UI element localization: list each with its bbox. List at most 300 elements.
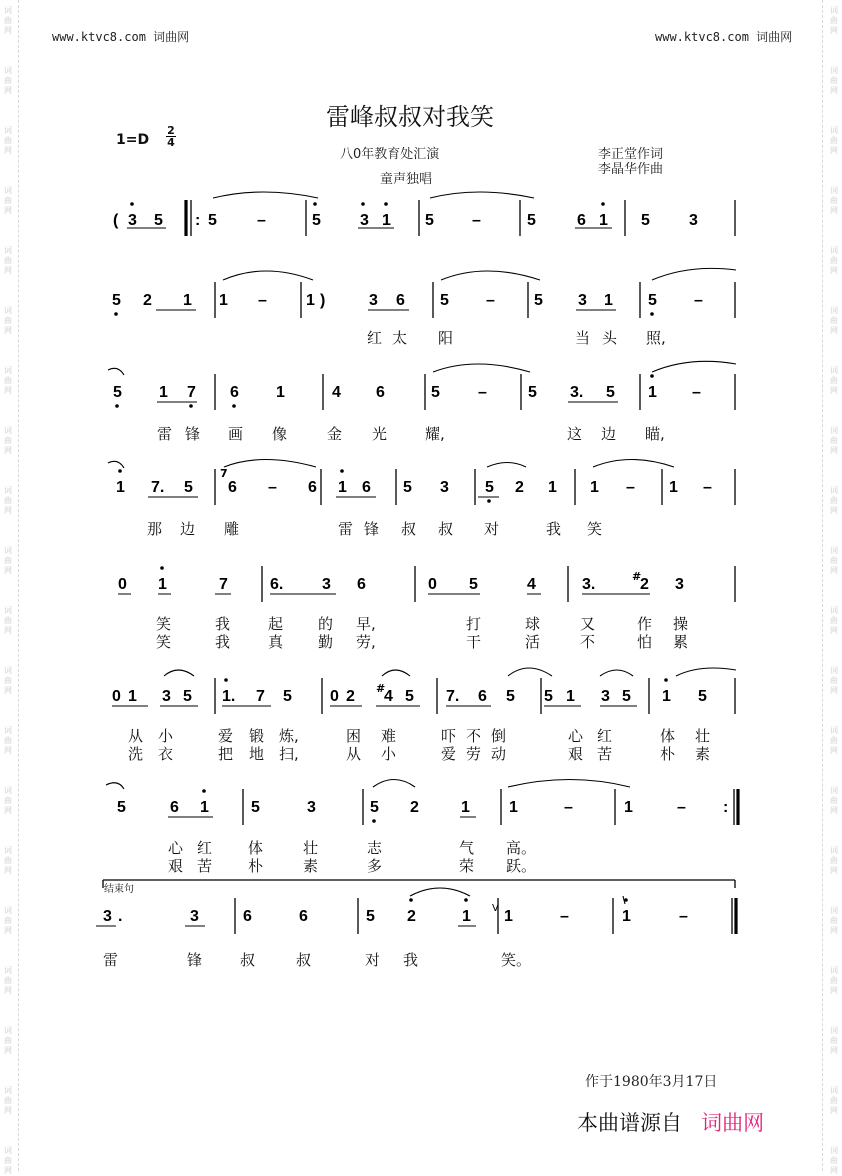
svg-text:–: –: [694, 292, 703, 309]
svg-text:3: 3: [103, 908, 112, 925]
lyric: 体: [660, 727, 676, 745]
svg-text:3: 3: [440, 479, 449, 496]
watermark-tile: 词曲网: [830, 666, 838, 695]
svg-text:1: 1: [599, 212, 608, 229]
row4-dots: [118, 469, 491, 503]
lyric: 早,: [356, 615, 376, 633]
svg-text:7: 7: [187, 384, 196, 401]
header-url-left[interactable]: www.ktvc8.com: [52, 30, 146, 44]
lyric: 小: [158, 727, 174, 745]
row1-dots: [130, 202, 605, 206]
footer-source-text: 本曲谱源自: [577, 1111, 682, 1135]
lyric: 叔: [240, 951, 256, 969]
watermark-tile: 词曲网: [4, 186, 12, 215]
svg-text:3.: 3.: [570, 384, 584, 401]
lyric: 洗: [128, 745, 144, 763]
lyric: 地: [249, 745, 265, 763]
svg-text:V: V: [492, 903, 499, 914]
svg-text:3: 3: [128, 212, 137, 229]
svg-text:1: 1: [128, 688, 137, 705]
svg-text:5: 5: [506, 688, 515, 705]
watermark-tile: 词曲网: [830, 66, 838, 95]
watermark-tile: 词曲网: [830, 486, 838, 515]
watermark-tile: 词曲网: [4, 486, 12, 515]
svg-text:3.: 3.: [582, 576, 596, 593]
row4-notes: [116, 467, 712, 496]
svg-text:–: –: [692, 384, 701, 401]
svg-text:3: 3: [578, 292, 587, 309]
lyric: 体: [248, 839, 264, 857]
svg-text:5: 5: [648, 292, 657, 309]
lyric: 累: [673, 633, 689, 651]
lyric: 金: [327, 425, 343, 443]
lyric: 素: [695, 745, 711, 763]
lyric: 笑: [587, 520, 603, 538]
lyric: 心: [168, 839, 184, 857]
lyric: 朴: [660, 745, 676, 763]
time-denominator: 4: [167, 136, 175, 149]
row5-notes: [118, 570, 684, 593]
svg-text:5: 5: [544, 688, 553, 705]
lyrics-row5b: [156, 633, 688, 651]
lyric: 不: [580, 633, 596, 651]
svg-text:5: 5: [183, 688, 192, 705]
vocal-note: 童声独唱: [380, 172, 433, 187]
svg-text:#: #: [376, 682, 386, 695]
svg-text:5: 5: [534, 292, 543, 309]
svg-text:5: 5: [606, 384, 615, 401]
lyrics-row7b: [168, 857, 536, 875]
lyrics-row2: [367, 329, 666, 347]
watermark-tile: 词曲网: [830, 6, 838, 35]
svg-text:1: 1: [461, 799, 470, 816]
lyric: 边: [180, 520, 196, 538]
lyric: 红: [597, 727, 613, 745]
lyric: 红: [367, 329, 383, 347]
lyric: 叔: [438, 520, 454, 538]
watermark-tile: 词曲网: [4, 906, 12, 935]
lyric: 锋: [187, 951, 203, 969]
svg-text:1.: 1.: [222, 688, 236, 705]
lyric: 从: [128, 727, 144, 745]
svg-text:5: 5: [370, 799, 379, 816]
svg-text:–: –: [560, 908, 569, 925]
svg-text:7.: 7.: [151, 479, 165, 496]
row1-notes: [113, 212, 698, 229]
lyric: 我: [546, 520, 562, 538]
svg-text:5: 5: [440, 292, 449, 309]
footer-brand-link[interactable]: 词曲网: [701, 1111, 765, 1135]
watermark-tile: 词曲网: [830, 906, 838, 935]
lyric: 心: [568, 727, 584, 745]
lyric: 作: [637, 615, 653, 633]
lyric: 雷: [157, 425, 173, 443]
watermark-tile: 词曲网: [830, 546, 838, 575]
svg-text:5: 5: [283, 688, 292, 705]
watermark-tile: 词曲网: [4, 246, 12, 275]
svg-text:5: 5: [117, 799, 126, 816]
lyric: 素: [303, 857, 319, 875]
lyric: 雕: [224, 520, 240, 538]
svg-text:3: 3: [689, 212, 698, 229]
svg-text:3: 3: [369, 292, 378, 309]
lyric: 衣: [158, 745, 174, 763]
svg-text:1: 1: [604, 292, 613, 309]
svg-text:2: 2: [410, 799, 419, 816]
lyric: 阳: [438, 329, 454, 347]
svg-text:6: 6: [170, 799, 179, 816]
svg-text:3: 3: [360, 212, 369, 229]
watermark-tile: 词曲网: [4, 966, 12, 995]
lyric: 的: [318, 615, 334, 633]
lyrics-row8: [103, 951, 531, 969]
watermark-tile: 词曲网: [4, 306, 12, 335]
lyrics-row4: [147, 520, 602, 538]
svg-text:1: 1: [624, 799, 633, 816]
svg-text:–: –: [478, 384, 487, 401]
watermark-tile: 词曲网: [830, 126, 838, 155]
watermark-tile: 词曲网: [830, 186, 838, 215]
svg-text:1: 1: [159, 384, 168, 401]
svg-text:5: 5: [112, 292, 121, 309]
svg-text:6: 6: [478, 688, 487, 705]
svg-text:1: 1: [509, 799, 518, 816]
lyric: 锋: [185, 425, 201, 443]
lyric: 当: [575, 329, 591, 347]
svg-text:5: 5: [527, 212, 536, 229]
lyric: 又: [580, 615, 596, 633]
lyric: 把: [218, 745, 234, 763]
svg-text:0: 0: [118, 576, 127, 593]
watermark-tile: 词曲网: [4, 1146, 12, 1175]
lyric: 倒: [491, 727, 507, 745]
lyric: 那: [147, 520, 163, 538]
watermark-tile: 词曲网: [4, 846, 12, 875]
svg-text:7.: 7.: [446, 688, 460, 705]
lyric: 我: [215, 633, 231, 651]
watermark-tile: 词曲网: [4, 366, 12, 395]
watermark-tile: 词曲网: [4, 6, 12, 35]
svg-text:1: 1: [200, 799, 209, 816]
svg-text:): ): [320, 292, 326, 309]
lyric: 我: [215, 615, 231, 633]
svg-text:1: 1: [648, 384, 657, 401]
svg-text:–: –: [703, 479, 712, 496]
key-signature: 1=D: [116, 132, 150, 148]
watermark-tile: 词曲网: [830, 306, 838, 335]
svg-text:6: 6: [228, 479, 237, 496]
svg-text:4: 4: [332, 384, 341, 401]
svg-text:6: 6: [376, 384, 385, 401]
lyric: 我: [403, 951, 419, 969]
svg-text:5: 5: [641, 212, 650, 229]
svg-text:5: 5: [431, 384, 440, 401]
lyric: 球: [525, 615, 541, 633]
lyric: 从: [346, 745, 362, 763]
svg-text:3: 3: [322, 576, 331, 593]
svg-text:6: 6: [299, 908, 308, 925]
svg-text:0: 0: [112, 688, 121, 705]
svg-text:1: 1: [158, 576, 167, 593]
watermark-tile: 词曲网: [4, 126, 12, 155]
svg-text:5: 5: [208, 212, 217, 229]
header-brand-left[interactable]: 词曲网: [153, 30, 190, 44]
watermark-tile: 词曲网: [4, 66, 12, 95]
lyricist-credit: 李正堂作词: [598, 147, 664, 162]
lyric: 干: [466, 633, 482, 651]
lyric: 苦: [197, 857, 213, 875]
svg-text:5: 5: [528, 384, 537, 401]
svg-text:0: 0: [428, 576, 437, 593]
lyric: 太: [392, 329, 408, 347]
song-title: 雷峰叔叔对我笑: [326, 103, 494, 131]
watermark-tile: 词曲网: [830, 1146, 838, 1175]
watermark-tile: 词曲网: [830, 246, 838, 275]
lyric: 荣: [459, 857, 475, 875]
lyric: 动: [491, 745, 507, 763]
lyric: 叔: [401, 520, 417, 538]
svg-text:1: 1: [662, 688, 671, 705]
lyric: 勤: [318, 633, 334, 651]
svg-text:4: 4: [384, 688, 393, 705]
svg-text:–: –: [626, 479, 635, 496]
lyric: 操: [673, 615, 689, 633]
lyric: 雷: [338, 520, 354, 538]
footer-attribution: [577, 1107, 764, 1137]
lyric: 志: [367, 839, 383, 857]
lyrics-row6a: [128, 727, 710, 745]
barlines: [103, 200, 738, 934]
svg-text:#: #: [632, 570, 642, 583]
lyric: 爱: [218, 727, 234, 745]
svg-text:2: 2: [143, 292, 152, 309]
lyric: 壮: [695, 727, 711, 745]
svg-text:5: 5: [366, 908, 375, 925]
lyric: 耀,: [425, 425, 445, 443]
lyric: 劳,: [356, 633, 376, 651]
svg-text:–: –: [486, 292, 495, 309]
watermark-tile: 词曲网: [4, 666, 12, 695]
svg-text:–: –: [677, 799, 686, 816]
row8-dots: [409, 898, 628, 902]
svg-text:1: 1: [566, 688, 575, 705]
watermark-tile: 词曲网: [830, 786, 838, 815]
watermark-tile: 词曲网: [4, 726, 12, 755]
lyric: 对: [484, 520, 500, 538]
svg-text:3: 3: [601, 688, 610, 705]
svg-text:6: 6: [577, 212, 586, 229]
lyric: 画: [228, 425, 244, 443]
svg-text:1: 1: [462, 908, 471, 925]
lyric: 笑: [156, 633, 172, 651]
lyric: 小: [381, 745, 397, 763]
svg-text:5: 5: [622, 688, 631, 705]
header-url-right[interactable]: www.ktvc8.com: [655, 30, 749, 44]
svg-text:7: 7: [219, 576, 228, 593]
lyric: 光: [372, 425, 388, 443]
svg-text:–: –: [268, 479, 277, 496]
svg-text:2: 2: [640, 576, 649, 593]
row7-notes: [117, 799, 728, 816]
lyric: 像: [272, 425, 288, 443]
lyric: 壮: [303, 839, 319, 857]
watermark-tile: 词曲网: [830, 966, 838, 995]
svg-text:.: .: [118, 908, 123, 925]
lyric: 怕: [637, 633, 653, 651]
svg-text::: :: [195, 212, 201, 229]
lyric: 锻: [249, 727, 265, 745]
svg-text:6: 6: [396, 292, 405, 309]
performance-note: 八0年教育处汇演: [340, 147, 440, 162]
svg-text:1: 1: [504, 908, 513, 925]
watermark-tile: 词曲网: [830, 846, 838, 875]
watermark-tile: 词曲网: [830, 426, 838, 455]
watermark-tile: 词曲网: [4, 1026, 12, 1055]
svg-text:3: 3: [190, 908, 199, 925]
lyric: 爱: [441, 745, 457, 763]
watermark-tile: 词曲网: [830, 366, 838, 395]
watermark-tile: 词曲网: [4, 546, 12, 575]
lyric: 边: [601, 425, 617, 443]
svg-text:1: 1: [669, 479, 678, 496]
svg-text:–: –: [679, 908, 688, 925]
svg-text::: :: [723, 799, 729, 816]
svg-text:0: 0: [330, 688, 339, 705]
lyric: 雷: [103, 951, 119, 969]
lyric: 照,: [646, 329, 666, 347]
lyric: 朴: [248, 857, 264, 875]
lyric: 起: [268, 615, 284, 633]
lyrics-row3: [157, 425, 665, 443]
lyric: 吓: [441, 727, 457, 745]
svg-text:2: 2: [515, 479, 524, 496]
svg-text:7: 7: [220, 467, 228, 480]
lyric: 笑: [156, 615, 172, 633]
lyric: 叔: [296, 951, 312, 969]
row2-notes: [112, 292, 703, 309]
lyric: 艰: [168, 857, 184, 875]
lyric: 头: [602, 329, 618, 347]
svg-text:1: 1: [116, 479, 125, 496]
date-note: 作于1980年3月17日: [585, 1074, 718, 1090]
lyric: 劳: [466, 745, 482, 763]
svg-text:5: 5: [184, 479, 193, 496]
row7-dots: [202, 789, 376, 823]
svg-text:5: 5: [113, 384, 122, 401]
svg-text:5: 5: [312, 212, 321, 229]
svg-text:2: 2: [346, 688, 355, 705]
svg-text:1: 1: [590, 479, 599, 496]
row5-dots: [160, 566, 164, 570]
svg-text:–: –: [472, 212, 481, 229]
watermark-tile: 词曲网: [830, 606, 838, 635]
row6-dots: [224, 678, 668, 682]
svg-text:5: 5: [405, 688, 414, 705]
svg-text:7: 7: [256, 688, 265, 705]
watermark-tile: 词曲网: [4, 606, 12, 635]
lyric: 气: [459, 839, 475, 857]
svg-text:6: 6: [362, 479, 371, 496]
svg-text:1: 1: [183, 292, 192, 309]
watermark-tile: 词曲网: [830, 726, 838, 755]
svg-text:5: 5: [154, 212, 163, 229]
watermark-tile: 词曲网: [830, 1086, 838, 1115]
svg-text:5: 5: [698, 688, 707, 705]
svg-text:6: 6: [357, 576, 366, 593]
svg-text:(: (: [113, 212, 119, 229]
watermark-tile: 词曲网: [4, 1086, 12, 1115]
watermark-tile: 词曲网: [830, 1026, 838, 1055]
svg-text:1: 1: [622, 908, 631, 925]
svg-text:6: 6: [230, 384, 239, 401]
row8-notes: [103, 903, 688, 925]
header-brand-right[interactable]: 词曲网: [756, 30, 793, 44]
svg-text:5: 5: [485, 479, 494, 496]
svg-text:5: 5: [251, 799, 260, 816]
row2-dots: [114, 312, 654, 316]
svg-text:2: 2: [407, 908, 416, 925]
lyric: 多: [367, 857, 383, 875]
lyric: 笑。: [501, 951, 532, 969]
lyric: 红: [197, 839, 213, 857]
row3-notes: [113, 384, 701, 401]
svg-text:1: 1: [306, 292, 315, 309]
svg-text:5: 5: [403, 479, 412, 496]
lyric: 扫,: [279, 745, 299, 763]
lyric: 艰: [568, 745, 584, 763]
lyric: 锋: [364, 520, 380, 538]
svg-text:6: 6: [308, 479, 317, 496]
svg-text:3: 3: [675, 576, 684, 593]
ending-label: 结束句: [104, 884, 134, 895]
svg-text:5: 5: [469, 576, 478, 593]
lyric: 活: [525, 633, 541, 651]
lyric: 高。: [506, 839, 537, 857]
row6-notes: [112, 682, 707, 705]
svg-text:–: –: [564, 799, 573, 816]
svg-text:6.: 6.: [270, 576, 284, 593]
watermark-tile: 词曲网: [4, 786, 12, 815]
svg-text:–: –: [257, 212, 266, 229]
svg-text:1: 1: [338, 479, 347, 496]
lyric: 跃。: [506, 857, 537, 875]
watermark-tile: 词曲网: [4, 426, 12, 455]
lyrics-row5a: [156, 615, 688, 633]
lyric: 真: [268, 633, 284, 651]
lyric: 打: [466, 615, 482, 633]
lyrics-row7a: [168, 839, 536, 857]
lyric: 不: [466, 727, 482, 745]
svg-text:1: 1: [382, 212, 391, 229]
svg-text:3: 3: [307, 799, 316, 816]
lyrics-row6b: [128, 745, 710, 763]
lyric: 对: [365, 951, 381, 969]
lyric: 瞄,: [645, 425, 665, 443]
lyric: 炼,: [279, 727, 299, 745]
composer-credit: 李晶华作曲: [598, 162, 664, 177]
svg-text:6: 6: [243, 908, 252, 925]
lyric: 困: [346, 727, 362, 745]
svg-text:5: 5: [425, 212, 434, 229]
lyric: 苦: [597, 745, 613, 763]
time-numerator: 2: [167, 124, 175, 137]
lyric: 这: [567, 425, 583, 443]
svg-text:4: 4: [527, 576, 536, 593]
svg-text:1: 1: [276, 384, 285, 401]
svg-text:–: –: [258, 292, 267, 309]
svg-text:3: 3: [162, 688, 171, 705]
svg-text:1: 1: [219, 292, 228, 309]
